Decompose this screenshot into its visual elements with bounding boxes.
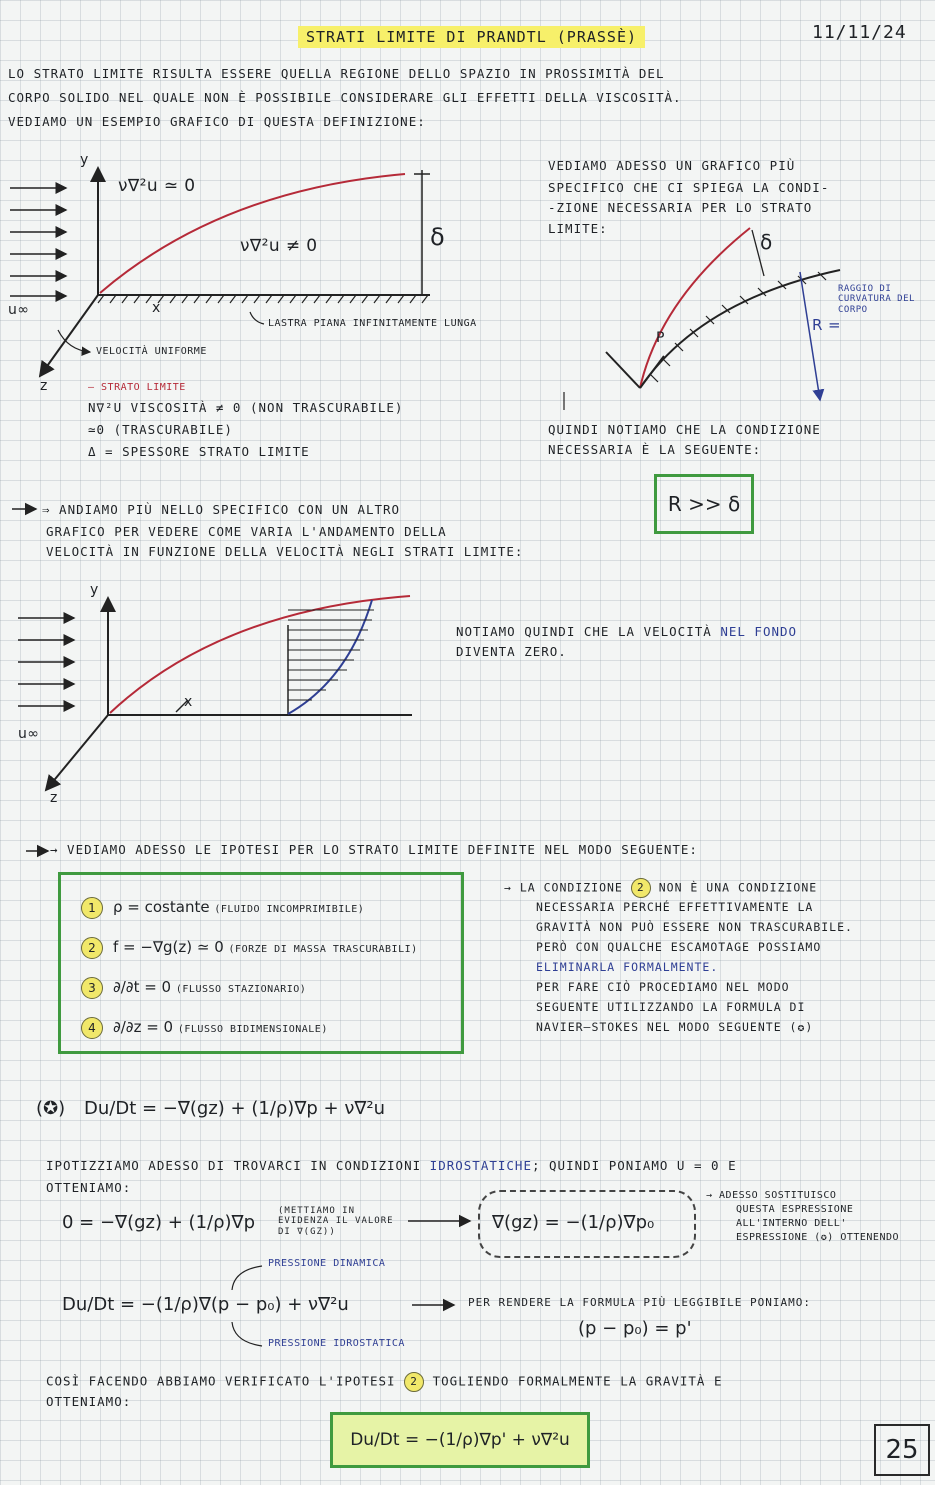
- result-note-4: ESPRESSIONE (✪) OTTENENDO: [736, 1232, 900, 1243]
- condition-box: R >> δ: [654, 474, 754, 534]
- legend1-item-3: Δ = SPESSORE STRATO LIMITE: [88, 444, 310, 459]
- intro-line-1: LO STRATO LIMITE RISULTA ESSERE QUELLA REGIONE DELLO SPAZIO IN PROSSIMITÀ DEL: [8, 66, 665, 81]
- page-number: 25: [874, 1424, 930, 1476]
- graph2-note-line-2: DIVENTA ZERO.: [456, 644, 567, 659]
- condition-note-line-1: [504, 878, 817, 898]
- static-equation: 0 = −∇(gz) + (1/ρ)∇p: [62, 1212, 255, 1233]
- navier-stokes-equation: Du/Dt = −∇(gz) + (1/ρ)∇p + ν∇²u: [84, 1098, 386, 1119]
- velocity-profile-hatching: [288, 610, 374, 700]
- graph1-z-axis: [40, 295, 98, 376]
- condition-note-post: NON È UNA CONDIZIONE: [658, 880, 818, 895]
- condition-note-line-3: GRAVITÀ NON PUÒ ESSERE NON TRASCURABILE.: [536, 920, 853, 934]
- final-equation-box: Du/Dt = −(1/ρ)∇p' + ν∇²u: [330, 1412, 590, 1468]
- hypothesis-4: [81, 1017, 328, 1039]
- graph2-note-line-1: [456, 624, 797, 640]
- graph1-velocity-label: VELOCITÀ UNIFORME: [96, 346, 207, 357]
- graph2-group: [18, 596, 412, 790]
- hypothesis-2-note: (FORZE DI MASSA TRASCURABILI): [228, 944, 418, 955]
- condition-note-line-7: SEGUENTE UTILIZZANDO LA FORMULA DI: [536, 1000, 806, 1014]
- graph1-wall-label: LASTRA PIANA INFINITAMENTE LUNGA: [268, 318, 477, 329]
- legend1-item-1: Ν∇²U VISCOSITÀ ≠ 0 (NON TRASCURABILE): [88, 400, 404, 415]
- graph1-u-inf: u∞: [8, 302, 30, 318]
- hypothesis-1: [81, 897, 364, 919]
- result-note-1: → ADESSO SOSTITUISCO: [706, 1190, 837, 1201]
- p-prime-equation: (p − p₀) = p': [578, 1318, 692, 1339]
- section2-line-3: VELOCITÀ IN FUNZIONE DELLA VELOCITÀ NEGLI STRATI LIMITE:: [46, 544, 524, 559]
- velocity-vector: [606, 352, 640, 388]
- hypotheses-box: [58, 872, 464, 1054]
- right1-conclusion-2: NECESSARIA È LA SEGUENTE:: [548, 442, 762, 457]
- graph2-y-label: y: [90, 582, 99, 598]
- static-pressure-label: PRESSIONE IDROSTATICA: [268, 1338, 405, 1349]
- right1-line-2: SPECIFICO CHE CI SPIEGA LA CONDI-: [548, 180, 830, 195]
- graph2-note-part-2: NEL FONDO: [720, 624, 798, 639]
- ns-label: (✪): [36, 1098, 66, 1119]
- legend1-title: – STRATO LIMITE: [88, 382, 186, 393]
- right1-radius-label: R =: [812, 316, 841, 334]
- legend1-item-2: ≃0 (TRASCURABILE): [88, 422, 233, 437]
- hypothesis-1-number: 1: [81, 897, 103, 919]
- graph2-z-label: z: [50, 790, 58, 806]
- substituted-equation: Du/Dt = −(1/ρ)∇(p − p₀) + ν∇²u: [62, 1294, 349, 1315]
- radius-arrow: [800, 272, 820, 400]
- graph1-group: [10, 168, 430, 376]
- right1-delta: δ: [760, 230, 773, 254]
- result-note-2: QUESTA ESPRESSIONE: [736, 1204, 854, 1215]
- curved-body-hatching: [650, 272, 826, 382]
- hypothesis-3: [81, 977, 306, 999]
- intro-line-2: CORPO SOLIDO NEL QUALE NON È POSSIBILE CONSIDERARE GLI EFFETTI DELLA VISCOSITÀ.: [8, 90, 682, 105]
- hypothesis-4-number: 4: [81, 1017, 103, 1039]
- graph1-z-label: z: [40, 378, 48, 394]
- condition-note-line-8: NAVIER–STOKES NEL MODO SEGUENTE (✪): [536, 1020, 814, 1034]
- static-equation-note: (METTIAMO IN EVIDENZA IL VALORE DI ∇(GZ)): [278, 1206, 394, 1237]
- hypothesis-4-formula: ∂/∂z = 0: [113, 1018, 174, 1036]
- hydro-line-1-pre: IPOTIZZIAMO ADESSO DI TROVARCI IN CONDIZIONI: [46, 1158, 422, 1173]
- graph2-flow-arrows: [18, 618, 74, 706]
- condition-note-line-6: PER FARE CIÒ PROCEDIAMO NEL MODO: [536, 980, 790, 994]
- page-date: 11/11/24: [812, 22, 907, 43]
- velocity-profile: [288, 600, 372, 714]
- verify-line-1-pre: COSÌ FACENDO ABBIAMO VERIFICATO L'IPOTESI: [46, 1373, 396, 1389]
- readable-note: PER RENDERE LA FORMULA PIÙ LEGGIBILE PONIAMO:: [468, 1296, 812, 1309]
- hypothesis-2-formula: f = −∇g(z) ≃ 0: [113, 938, 224, 956]
- result-note-3: ALL'INTERNO DELL': [736, 1218, 847, 1229]
- hypothesis-2-number: 2: [81, 937, 103, 959]
- verify-line-1-post: TOGLIENDO FORMALMENTE LA GRAVITÀ E: [432, 1373, 723, 1389]
- curved-body-surface: [640, 270, 840, 388]
- graph2-z-axis: [46, 715, 108, 790]
- hydro-line-1: [46, 1158, 737, 1174]
- graph1-inner-eq: ν∇²u ≠ 0: [240, 236, 318, 256]
- graph2-x-label: x: [184, 694, 193, 710]
- hypothesis-3-number: 3: [81, 977, 103, 999]
- right1-radius-note: RAGGIO DI CURVATURA DEL CORPO: [838, 284, 915, 315]
- condition-note-line-4: PERÒ CON QUALCHE ESCAMOTAGE POSSIAMO: [536, 940, 822, 954]
- curvature-diagram: [564, 228, 840, 410]
- result-equation: ∇(gz) = −(1/ρ)∇p₀: [492, 1212, 655, 1233]
- hypothesis-2: [81, 937, 418, 959]
- right1-line-3: -ZIONE NECESSARIA PER LO STRATO: [548, 200, 813, 215]
- hypotheses-intro: → VEDIAMO ADESSO LE IPOTESI PER LO STRATO LIMITE DEFINITE NEL MODO SEGUENTE:: [50, 842, 698, 857]
- section2-line-2: GRAFICO PER VEDERE COME VARIA L'ANDAMENTO DELLA: [46, 524, 447, 539]
- right1-conclusion-1: QUINDI NOTIAMO CHE LA CONDIZIONE: [548, 422, 821, 437]
- hypothesis-1-note: (FLUIDO INCOMPRIMIBILE): [214, 904, 365, 915]
- hypothesis-3-formula: ∂/∂t = 0: [113, 978, 172, 996]
- intro-line-3: VEDIAMO UN ESEMPIO GRAFICO DI QUESTA DEFINIZIONE:: [8, 114, 426, 129]
- graph1-x-label: x: [152, 300, 161, 316]
- condition-note-line-5: ELIMINARLA FORMALMENTE.: [536, 960, 719, 974]
- graph1-y-label: y: [80, 152, 89, 168]
- hypothesis-4-note: (FLUSSO BIDIMENSIONALE): [177, 1024, 328, 1035]
- right1-p-label: P: [656, 330, 665, 346]
- condition-note-pre: → LA CONDIZIONE: [504, 880, 623, 895]
- right1-line-4: LIMITE:: [548, 221, 608, 236]
- graph1-flow-arrows: [10, 188, 66, 296]
- hypothesis-3-note: (FLUSSO STAZIONARIO): [175, 984, 307, 995]
- graph1-wall-hatching: [98, 295, 428, 303]
- hydro-word: IDROSTATICHE: [429, 1158, 532, 1173]
- hydro-line-2: OTTENIAMO:: [46, 1180, 132, 1195]
- right1-line-1: VEDIAMO ADESSO UN GRAFICO PIÙ: [548, 158, 796, 173]
- graph2-u-inf: u∞: [18, 726, 40, 742]
- verify-line-2: OTTENIAMO:: [46, 1394, 132, 1409]
- hydro-line-1-post: ; QUINDI PONIAMO U = 0 E: [531, 1158, 737, 1173]
- dynamic-pressure-label: PRESSIONE DINAMICA: [268, 1258, 386, 1269]
- condition-note-number: 2: [631, 878, 651, 898]
- section2-line-1: ⇒ ANDIAMO PIÙ NELLO SPECIFICO CON UN ALTRO: [42, 502, 401, 517]
- graph2-boundary-curve: [110, 596, 410, 713]
- graph2-note-part-1: NOTIAMO QUINDI CHE LA VELOCITÀ: [456, 624, 712, 639]
- verify-line-1: [46, 1372, 723, 1392]
- graph1-delta: δ: [430, 223, 446, 251]
- graph1-outer-eq: ν∇²u ≃ 0: [118, 176, 196, 196]
- hypothesis-1-formula: ρ = costante: [113, 898, 210, 916]
- verify-number: 2: [404, 1372, 424, 1392]
- condition-note-line-2: NECESSARIA PERCHÉ EFFETTIVAMENTE LA: [536, 900, 814, 914]
- page-title: STRATI LIMITE DI PRANDTL (PRASSÈ): [298, 26, 645, 48]
